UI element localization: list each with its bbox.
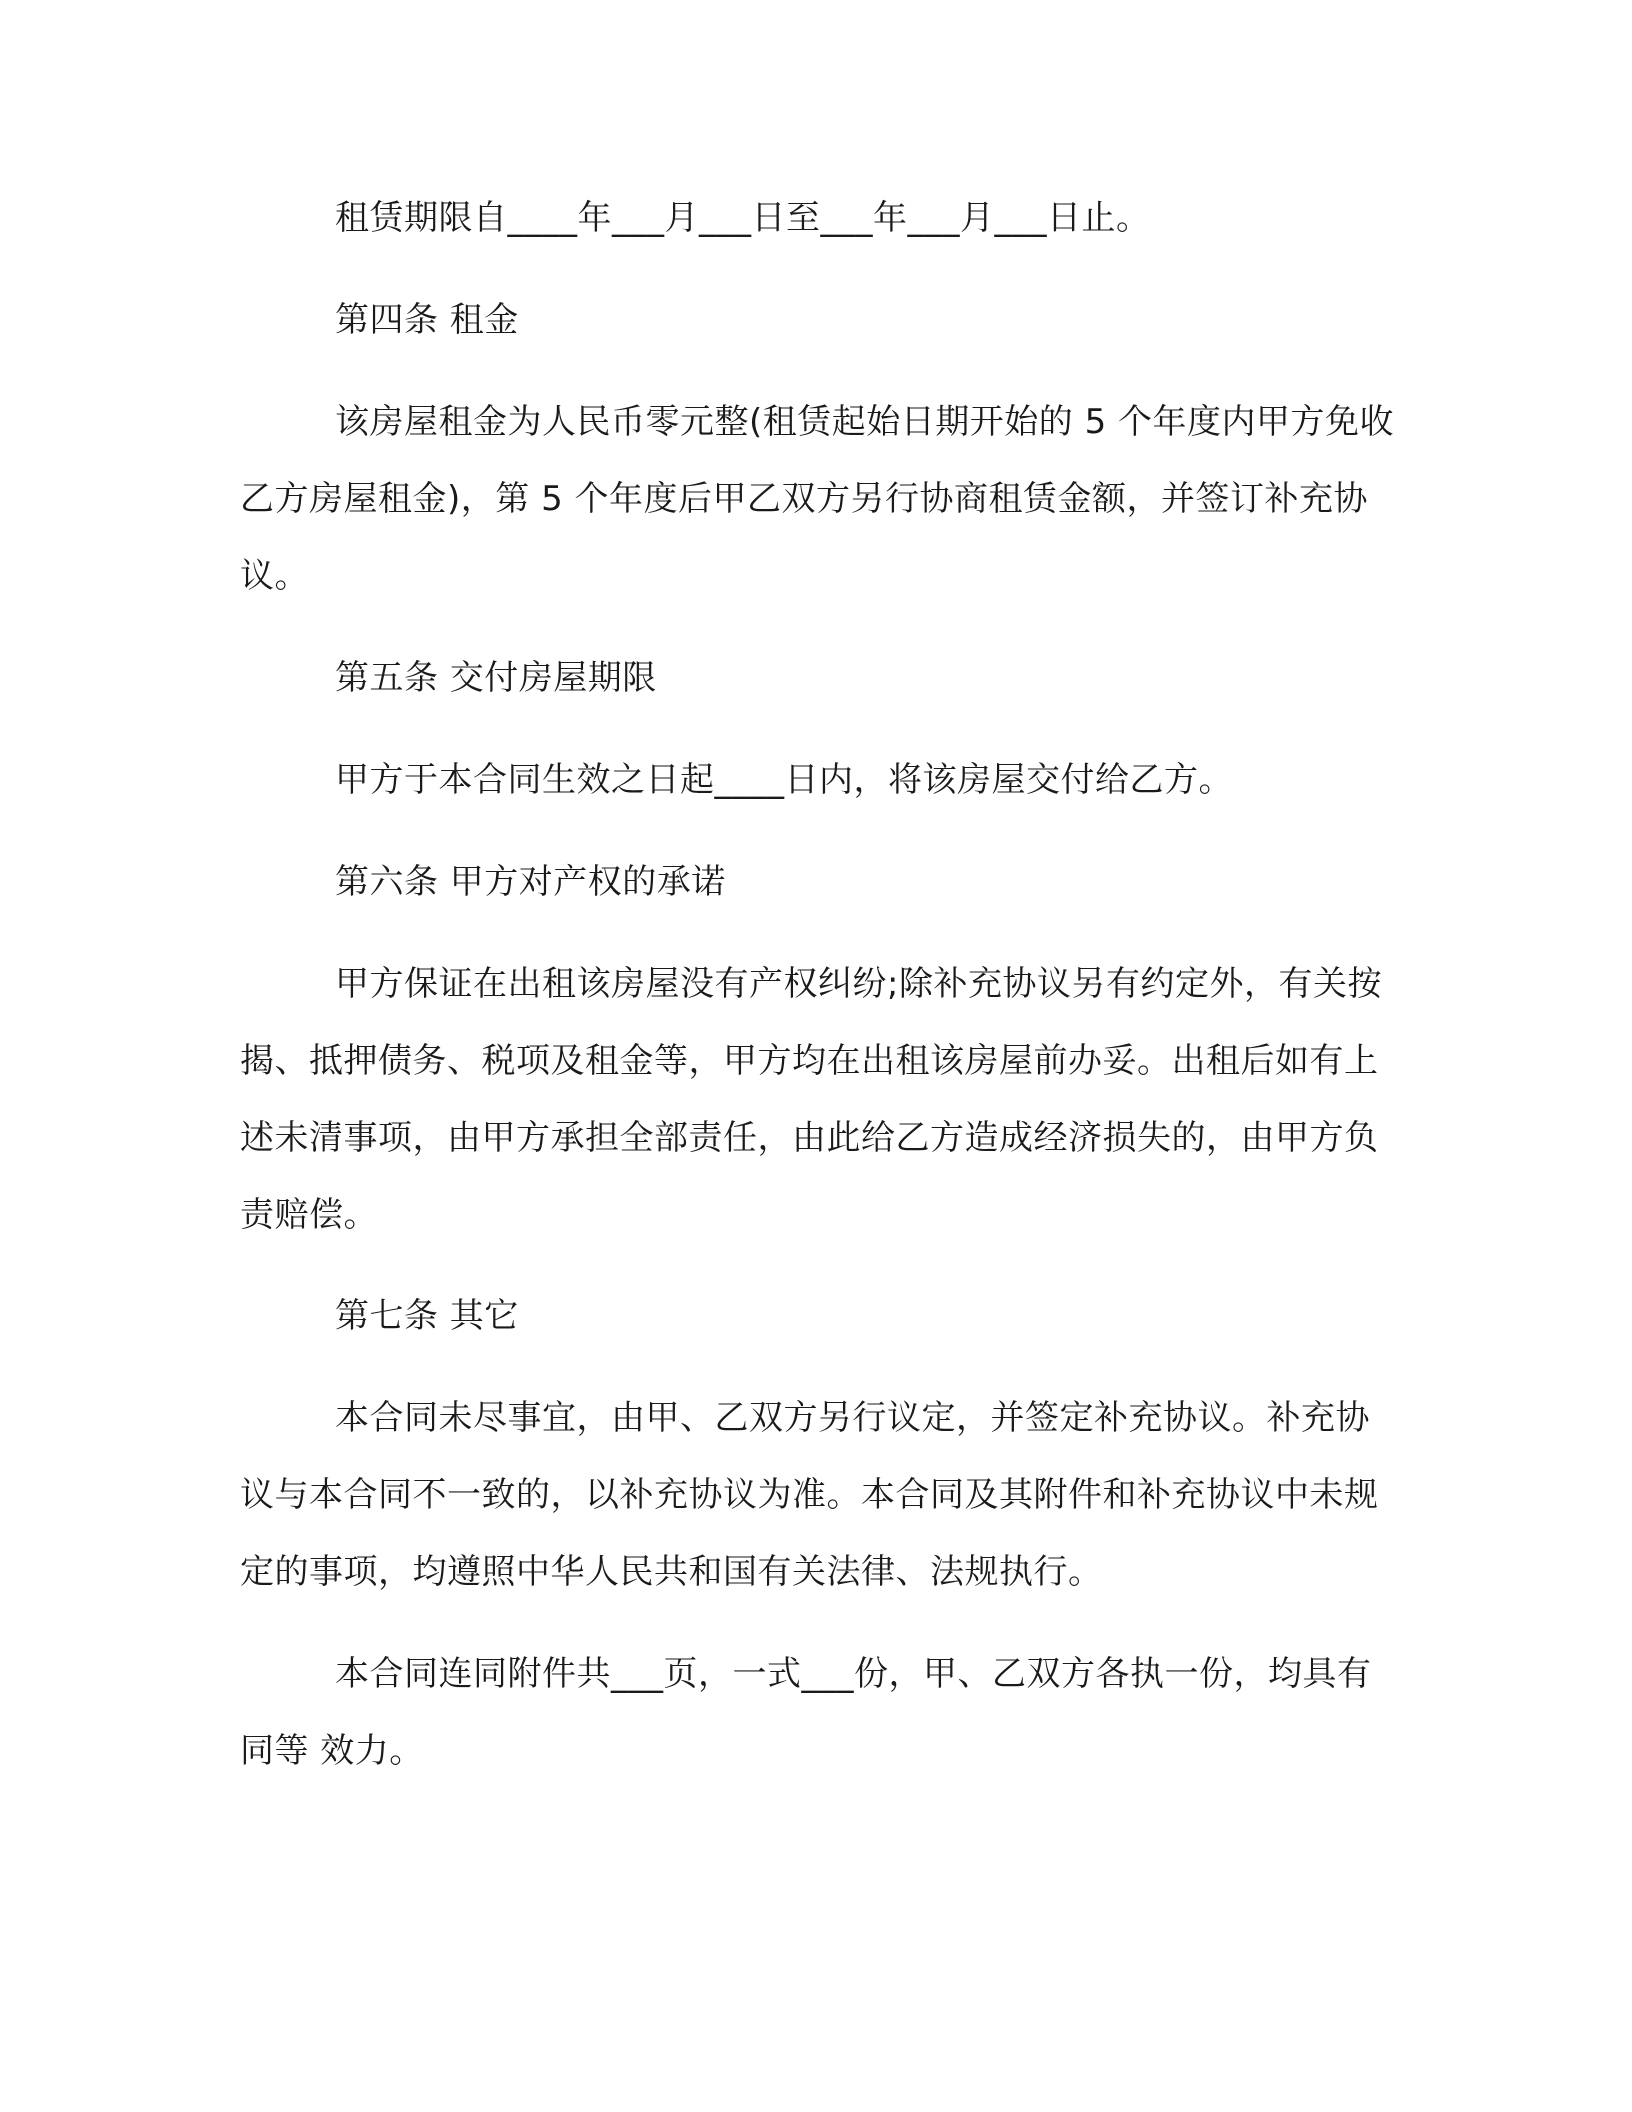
article4-heading: 第四条 租金	[335, 300, 519, 340]
article7-body2: 本合同连同附件共___页，一式___份，甲、乙双方各执一份，均具有同等 效力。	[240, 1654, 1372, 1771]
article6-heading: 第六条 甲方对产权的承诺	[335, 862, 726, 902]
article5-body: 甲方于本合同生效之日起____日内，将该房屋交付给乙方。	[335, 760, 1233, 800]
article6-body: 甲方保证在出租该房屋没有产权纠纷;除补充协议另有约定外，有关按揭、抵押债务、税项及租金等，甲方均在出租该房屋前办妥。出租后如有上述未清事项，由甲方承担全部责任，由此给乙方造成经济损失的，由甲方负责赔偿。	[240, 964, 1382, 1235]
article7-body1: 本合同未尽事宜，由甲、乙双方另行议定，并签定补充协议。补充协议与本合同不一致的，以补充协议为准。本合同及其附件和补充协议中未规定的事项，均遵照中华人民共和国有关法律、法规执行。	[240, 1398, 1379, 1592]
lease-term-line: 租赁期限自____年___月___日至___年___月___日止。	[335, 198, 1151, 238]
article5-heading: 第五条 交付房屋期限	[335, 658, 657, 698]
article4-body: 该房屋租金为人民币零元整(租赁起始日期开始的 5 个年度内甲方免收乙方房屋租金)，第 5 个年度后甲乙双方另行协商租赁金额，并签订补充协议。	[240, 402, 1395, 596]
article7-heading: 第七条 其它	[335, 1296, 519, 1336]
